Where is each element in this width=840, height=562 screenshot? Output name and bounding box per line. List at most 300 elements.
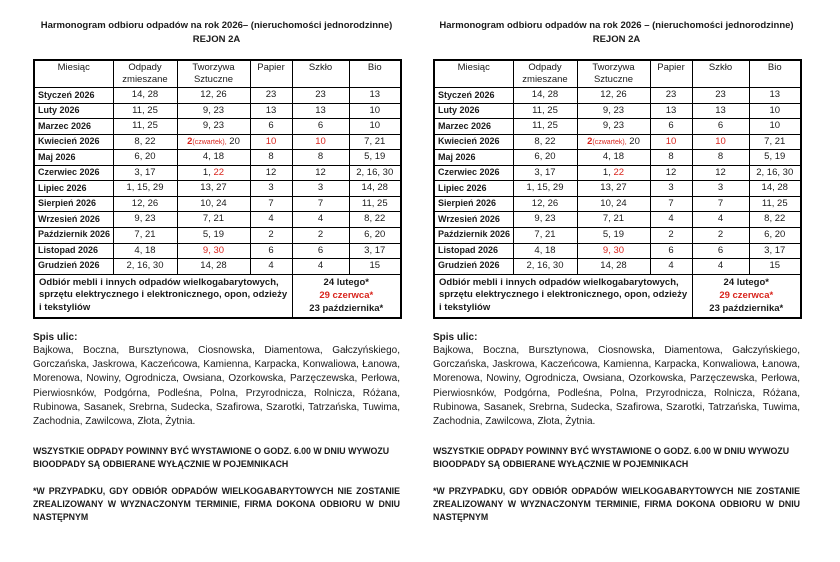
dates-cell (692, 165, 749, 181)
streets-heading: Spis ulic: (433, 332, 478, 343)
dates-cell (250, 119, 292, 135)
date-text: 10 (369, 104, 381, 116)
date-text: 3, 17 (364, 244, 386, 256)
dates-cell (177, 227, 250, 243)
date-text: 6, 20 (134, 151, 156, 163)
date-text: 12, 26 (531, 197, 559, 209)
dates-cell (177, 150, 250, 166)
schedule-row (434, 119, 801, 135)
date-text: 4 (268, 260, 274, 272)
date-text: (czwartek), (592, 138, 627, 146)
date-text: 14, 28 (600, 260, 627, 272)
schedule-row (34, 88, 401, 104)
col-header-bio: Bio (749, 60, 801, 88)
title-line-1: Harmonogram odbioru odpadów na rok 2026– (nieruchomości jednorodzinne) (40, 20, 393, 31)
document-title (433, 19, 800, 48)
dates-cell (292, 165, 349, 181)
date-text: 2, 16, 30 (356, 166, 394, 178)
date-text: 14, 28 (200, 260, 227, 272)
date-text: 6, 20 (764, 228, 786, 240)
dates-cell (692, 150, 749, 166)
date-text: 2, 16, 30 (526, 260, 564, 272)
dates-cell (513, 227, 577, 243)
date-text: 10 (315, 135, 326, 147)
dates-cell (292, 150, 349, 166)
dates-cell (113, 103, 177, 119)
date-text: 22 (613, 166, 625, 178)
date-text: 12 (315, 166, 326, 178)
date-text: 2 (668, 228, 674, 240)
dates-cell (650, 243, 692, 259)
note-bulky-footnote: *W PRZYPADKU, GDY ODBIÓR ODPADÓW WIELKOGABARYTOWYCH NIE ZOSTANIE ZREALIZOWANY W WYZNACZONYM TERMINIE, FIRMA DOKONA ODBIORU W DNIU NASTĘPNYM (33, 485, 400, 522)
note-line-2: BIOODPADY SĄ ODBIERANE WYŁĄCZNIE W POJEMNIKACH (433, 459, 689, 470)
dates-cell (577, 196, 650, 212)
dates-cell (349, 119, 401, 135)
month-cell: Marzec 2026 (434, 119, 513, 135)
dates-cell (250, 150, 292, 166)
schedule-row (434, 88, 801, 104)
table-header-row (434, 60, 801, 88)
date-text: 10 (369, 120, 381, 132)
dates-cell (749, 150, 801, 166)
date-text: 11, 25 (532, 120, 558, 132)
collection-schedule-table (433, 59, 802, 320)
month-cell: Styczeń 2026 (434, 88, 513, 104)
schedule-row (434, 103, 801, 119)
schedule-row (34, 243, 401, 259)
date-text: 11, 25 (132, 120, 158, 132)
dates-cell (577, 150, 650, 166)
bulky-waste-row (34, 274, 401, 318)
note-bulky-footnote: *W PRZYPADKU, GDY ODBIÓR ODPADÓW WIELKOGABARYTOWYCH NIE ZOSTANIE ZREALIZOWANY W WYZNACZONYM TERMINIE, FIRMA DOKONA ODBIORU W DNIU NASTĘPNYM (433, 485, 800, 522)
dates-cell (177, 243, 250, 259)
date-text: 8, 22 (134, 135, 156, 147)
dates-cell (349, 243, 401, 259)
dates-cell (177, 88, 250, 104)
date-text: 9, 23 (202, 120, 225, 132)
date-text: 13 (769, 89, 781, 101)
date-text: 10 (265, 135, 277, 147)
dates-cell (250, 134, 292, 150)
col-header-plastics: Tworzywa Sztuczne (577, 60, 650, 88)
dates-cell (113, 196, 177, 212)
schedule-row (434, 196, 801, 212)
date-text: 11, 25 (361, 197, 388, 209)
col-header-month: Miesiąc (34, 60, 113, 88)
col-header-paper: Papier (650, 60, 692, 88)
note-line-1: WSZYSTKIE ODPADY POWINNY BYĆ WYSTAWIONE O GODZ. 6.00 W DNIU WYWOZU (33, 446, 390, 457)
schedule-row (434, 165, 801, 181)
dates-cell (692, 181, 749, 197)
date-text: 6 (668, 244, 674, 256)
date-text: 5, 19 (764, 151, 786, 163)
date-text: 9, 30 (202, 244, 225, 256)
date-text: 4 (668, 213, 674, 225)
dates-cell (692, 259, 749, 275)
month-cell: Lipiec 2026 (34, 181, 113, 197)
note-line-1: WSZYSTKIE ODPADY POWINNY BYĆ WYSTAWIONE O GODZ. 6.00 W DNIU WYWOZU (433, 446, 790, 457)
date-text: 5, 19 (202, 228, 225, 240)
month-cell: Kwiecień 2026 (34, 134, 113, 150)
date-text: 1, (602, 166, 614, 178)
dates-cell (349, 103, 401, 119)
date-text: 6 (668, 120, 674, 132)
dates-cell (113, 150, 177, 166)
month-cell: Luty 2026 (434, 103, 513, 119)
dates-cell (292, 196, 349, 212)
date-text: 13 (715, 104, 726, 116)
dates-cell (749, 181, 801, 197)
schedule-row (34, 134, 401, 150)
date-text: 8, 22 (364, 213, 386, 225)
date-text: 3, 17 (534, 166, 556, 178)
dates-cell (349, 259, 401, 275)
dates-cell (692, 196, 749, 212)
bulky-date-2: 29 czerwca* (719, 290, 774, 302)
month-cell: Marzec 2026 (34, 119, 113, 135)
date-text: 10 (715, 135, 726, 147)
date-text: (czwartek), (192, 138, 227, 146)
date-text: 2 (268, 228, 274, 240)
date-text: 12 (715, 166, 726, 178)
dates-cell (650, 165, 692, 181)
date-text: 7 (268, 197, 274, 209)
date-text: 12, 26 (200, 89, 227, 101)
date-text: 2, 16, 30 (126, 260, 164, 272)
month-cell: Czerwiec 2026 (434, 165, 513, 181)
note-waste-placement (433, 445, 800, 471)
note-line-2: BIOODPADY SĄ ODBIERANE WYŁĄCZNIE W POJEMNIKACH (33, 459, 289, 470)
dates-cell (650, 212, 692, 228)
dates-cell (349, 150, 401, 166)
dates-cell (749, 119, 801, 135)
dates-cell (177, 103, 250, 119)
dates-cell (577, 119, 650, 135)
dates-cell (250, 165, 292, 181)
dates-cell (292, 243, 349, 259)
month-cell: Październik 2026 (34, 227, 113, 243)
dates-cell (692, 212, 749, 228)
dates-cell (177, 134, 250, 150)
date-text: 6 (268, 244, 274, 256)
date-text: 20 (226, 135, 240, 147)
date-text: 10, 24 (600, 197, 627, 209)
date-text: 12, 26 (131, 197, 159, 209)
bulky-waste-label: Odbiór mebli i innych odpadów wielkogabarytowych, sprzętu elektrycznego i elektronicznego, opon, odzieży i tekstyliów (34, 274, 292, 318)
date-text: 11, 25 (532, 104, 558, 116)
dates-cell (650, 119, 692, 135)
dates-cell (650, 196, 692, 212)
dates-cell (650, 134, 692, 150)
dates-cell (513, 181, 577, 197)
month-cell: Wrzesień 2026 (434, 212, 513, 228)
dates-cell (113, 243, 177, 259)
dates-cell (292, 134, 349, 150)
schedule-row (434, 243, 801, 259)
date-text: 2 (317, 228, 324, 240)
schedule-row (434, 227, 801, 243)
date-text: 9, 23 (534, 213, 556, 225)
bulky-waste-dates (292, 274, 401, 318)
schedule-row (434, 259, 801, 275)
date-text: 23 (665, 89, 677, 101)
dates-cell (113, 134, 177, 150)
col-header-month: Miesiąc (434, 60, 513, 88)
dates-cell (513, 88, 577, 104)
date-text: 13 (265, 104, 277, 116)
col-header-plastics: Tworzywa Sztuczne (177, 60, 250, 88)
dates-cell (250, 259, 292, 275)
date-text: 23 (265, 89, 277, 101)
bulky-waste-dates (692, 274, 801, 318)
date-text: 8 (268, 151, 274, 163)
date-text: 8 (317, 151, 324, 163)
date-text: 15 (769, 260, 781, 272)
date-text: 23 (315, 89, 326, 101)
date-text: 1, 15, 29 (526, 182, 564, 194)
dates-cell (650, 181, 692, 197)
dates-cell (577, 103, 650, 119)
date-text: 9, 23 (134, 213, 156, 225)
dates-cell (513, 212, 577, 228)
date-text: 4, 18 (134, 244, 156, 256)
date-text: 1, (202, 166, 214, 178)
dates-cell (692, 119, 749, 135)
dates-cell (349, 212, 401, 228)
dates-cell (113, 212, 177, 228)
date-text: 9, 23 (602, 104, 625, 116)
date-text: 14, 28 (131, 89, 159, 101)
dates-cell (692, 243, 749, 259)
dates-cell (250, 196, 292, 212)
date-text: 22 (213, 166, 225, 178)
dates-cell (749, 165, 801, 181)
month-cell: Grudzień 2026 (434, 259, 513, 275)
date-text: 12 (665, 166, 677, 178)
table-header-row (34, 60, 401, 88)
date-text: 7 (717, 197, 724, 209)
dates-cell (349, 196, 401, 212)
month-cell: Maj 2026 (434, 150, 513, 166)
date-text: 10 (769, 104, 781, 116)
dates-cell (692, 103, 749, 119)
month-cell: Styczeń 2026 (34, 88, 113, 104)
month-cell: Październik 2026 (434, 227, 513, 243)
streets-heading: Spis ulic: (33, 332, 78, 343)
date-text: 10, 24 (200, 197, 227, 209)
col-header-paper: Papier (250, 60, 292, 88)
dates-cell (113, 88, 177, 104)
dates-cell (650, 259, 692, 275)
dates-cell (349, 181, 401, 197)
schedule-panel-left (33, 0, 400, 562)
date-text: 3 (317, 182, 324, 194)
dates-cell (349, 88, 401, 104)
date-text: 4 (717, 260, 724, 272)
dates-cell (577, 134, 650, 150)
date-text: 14, 28 (761, 182, 788, 194)
date-text: 2 (587, 135, 593, 147)
date-text: 11, 25 (761, 197, 788, 209)
date-text: 9, 30 (602, 244, 625, 256)
dates-cell (349, 134, 401, 150)
month-cell: Czerwiec 2026 (34, 165, 113, 181)
dates-cell (577, 88, 650, 104)
dates-cell (177, 196, 250, 212)
date-text: 6, 20 (534, 151, 556, 163)
dates-cell (177, 259, 250, 275)
dates-cell (113, 165, 177, 181)
date-text: 4 (668, 260, 674, 272)
streets-list: Bajkowa, Boczna, Bursztynowa, Ciosnowska, Diamentowa, Gałczyńskiego, Gorczańska, Jaskrowa, Kaczeńcowa, Kamienna, Karpacka, Konwaliowa, Łanowa, Morenowa, Nowiny, Ogrodnicza, Owsiana, Ozorkowska, Parzęczewska, Perłowa, Pierwiosnków, Podgórna, Podleśna, Polna, Przyrodnicza, Rolnicza, Różana, Rubinowa, Sasanek, Srebrna, Sudecka, Szafirowa, Szarotki, Tatrzańska, Tuwima, Zachodnia, Zawilcowa, Złota, Żytnia. (433, 345, 800, 427)
dates-cell (513, 165, 577, 181)
month-cell: Sierpień 2026 (34, 196, 113, 212)
dates-cell (349, 165, 401, 181)
dates-cell (250, 227, 292, 243)
date-text: 4, 18 (602, 151, 625, 163)
dates-cell (650, 150, 692, 166)
bulky-date-1: 24 lutego* (723, 276, 769, 288)
schedule-row (434, 212, 801, 228)
date-text: 5, 19 (364, 151, 386, 163)
date-text: 6 (717, 120, 724, 132)
dates-cell (292, 212, 349, 228)
date-text: 8 (717, 151, 724, 163)
month-cell: Luty 2026 (34, 103, 113, 119)
date-text: 14, 28 (531, 89, 559, 101)
date-text: 8, 22 (534, 135, 556, 147)
schedule-row (34, 165, 401, 181)
streets-list: Bajkowa, Boczna, Bursztynowa, Ciosnowska, Diamentowa, Gałczyńskiego, Gorczańska, Jaskrowa, Kaczeńcowa, Kamienna, Karpacka, Konwaliowa, Łanowa, Morenowa, Nowiny, Ogrodnicza, Owsiana, Ozorkowska, Parzęczewska, Perłowa, Pierwiosnków, Podgórna, Podleśna, Polna, Przyrodnicza, Rolnicza, Różana, Rubinowa, Sasanek, Srebrna, Sudecka, Szafirowa, Szarotki, Tatrzańska, Tuwima, Zachodnia, Zawilcowa, Złota, Żytnia. (33, 345, 400, 427)
date-text: 13 (315, 104, 326, 116)
dates-cell (577, 165, 650, 181)
dates-cell (749, 243, 801, 259)
date-text: 7, 21 (202, 213, 225, 225)
month-cell: Lipiec 2026 (434, 181, 513, 197)
schedule-row (34, 212, 401, 228)
dates-cell (292, 259, 349, 275)
date-text: 4 (717, 213, 724, 225)
dates-cell (177, 119, 250, 135)
dates-cell (513, 196, 577, 212)
dates-cell (113, 227, 177, 243)
date-text: 5, 19 (602, 228, 625, 240)
dates-cell (113, 119, 177, 135)
date-text: 13 (665, 104, 677, 116)
bulky-waste-row (434, 274, 801, 318)
date-text: 10 (665, 135, 677, 147)
date-text: 13 (369, 89, 381, 101)
date-text: 6 (317, 120, 324, 132)
date-text: 15 (369, 260, 381, 272)
dates-cell (513, 103, 577, 119)
date-text: 2, 16, 30 (756, 166, 794, 178)
date-text: 3, 17 (134, 166, 156, 178)
dates-cell (749, 103, 801, 119)
note-waste-placement (33, 445, 400, 471)
dates-cell (513, 134, 577, 150)
dates-cell (513, 243, 577, 259)
date-text: 3 (668, 182, 674, 194)
date-text: 1, 15, 29 (126, 182, 164, 194)
col-header-mixed-waste: Odpady zmieszane (113, 60, 177, 88)
dates-cell (349, 227, 401, 243)
dates-cell (749, 196, 801, 212)
dates-cell (692, 227, 749, 243)
dates-cell (113, 181, 177, 197)
dates-cell (577, 212, 650, 228)
bulky-date-1: 24 lutego* (323, 276, 369, 288)
date-text: 6 (268, 120, 274, 132)
dates-cell (177, 165, 250, 181)
dates-cell (292, 227, 349, 243)
date-text: 7 (668, 197, 674, 209)
schedule-row (434, 150, 801, 166)
collection-schedule-table (33, 59, 402, 320)
dates-cell (749, 134, 801, 150)
col-header-mixed-waste: Odpady zmieszane (513, 60, 577, 88)
date-text: 8, 22 (764, 213, 786, 225)
dates-cell (577, 181, 650, 197)
dates-cell (292, 119, 349, 135)
dates-cell (650, 88, 692, 104)
date-text: 8 (668, 151, 674, 163)
date-text: 9, 23 (602, 120, 625, 132)
schedule-panel-right (433, 0, 800, 562)
dates-cell (292, 103, 349, 119)
date-text: 7, 21 (134, 228, 156, 240)
date-text: 23 (715, 89, 726, 101)
dates-cell (177, 212, 250, 228)
date-text: 14, 28 (361, 182, 388, 194)
schedule-row (34, 181, 401, 197)
dates-cell (177, 181, 250, 197)
date-text: 9, 23 (202, 104, 225, 116)
dates-cell (749, 88, 801, 104)
dates-cell (577, 227, 650, 243)
month-cell: Kwiecień 2026 (434, 134, 513, 150)
title-line-1: Harmonogram odbioru odpadów na rok 2026 – (nieruchomości jednorodzinne) (439, 20, 794, 31)
month-cell: Grudzień 2026 (34, 259, 113, 275)
date-text: 7, 21 (364, 135, 386, 147)
date-text: 12 (265, 166, 277, 178)
schedule-row (34, 103, 401, 119)
dates-cell (513, 119, 577, 135)
date-text: 13, 27 (200, 182, 227, 194)
dates-cell (513, 150, 577, 166)
dates-cell (250, 88, 292, 104)
dates-cell (250, 243, 292, 259)
schedule-row (434, 181, 801, 197)
date-text: 2 (717, 228, 724, 240)
dates-cell (250, 212, 292, 228)
date-text: 6, 20 (364, 228, 386, 240)
month-cell: Wrzesień 2026 (34, 212, 113, 228)
date-text: 6 (317, 244, 324, 256)
dates-cell (577, 243, 650, 259)
bulky-date-3: 23 października* (309, 303, 384, 315)
dates-cell (113, 259, 177, 275)
date-text: 4 (268, 213, 274, 225)
date-text: 11, 25 (132, 104, 158, 116)
date-text: 10 (769, 120, 781, 132)
date-text: 6 (717, 244, 724, 256)
region-label: REJON 2A (192, 34, 241, 46)
date-text: 12, 26 (600, 89, 627, 101)
dates-cell (692, 88, 749, 104)
date-text: 13, 27 (600, 182, 627, 194)
dates-cell (749, 259, 801, 275)
